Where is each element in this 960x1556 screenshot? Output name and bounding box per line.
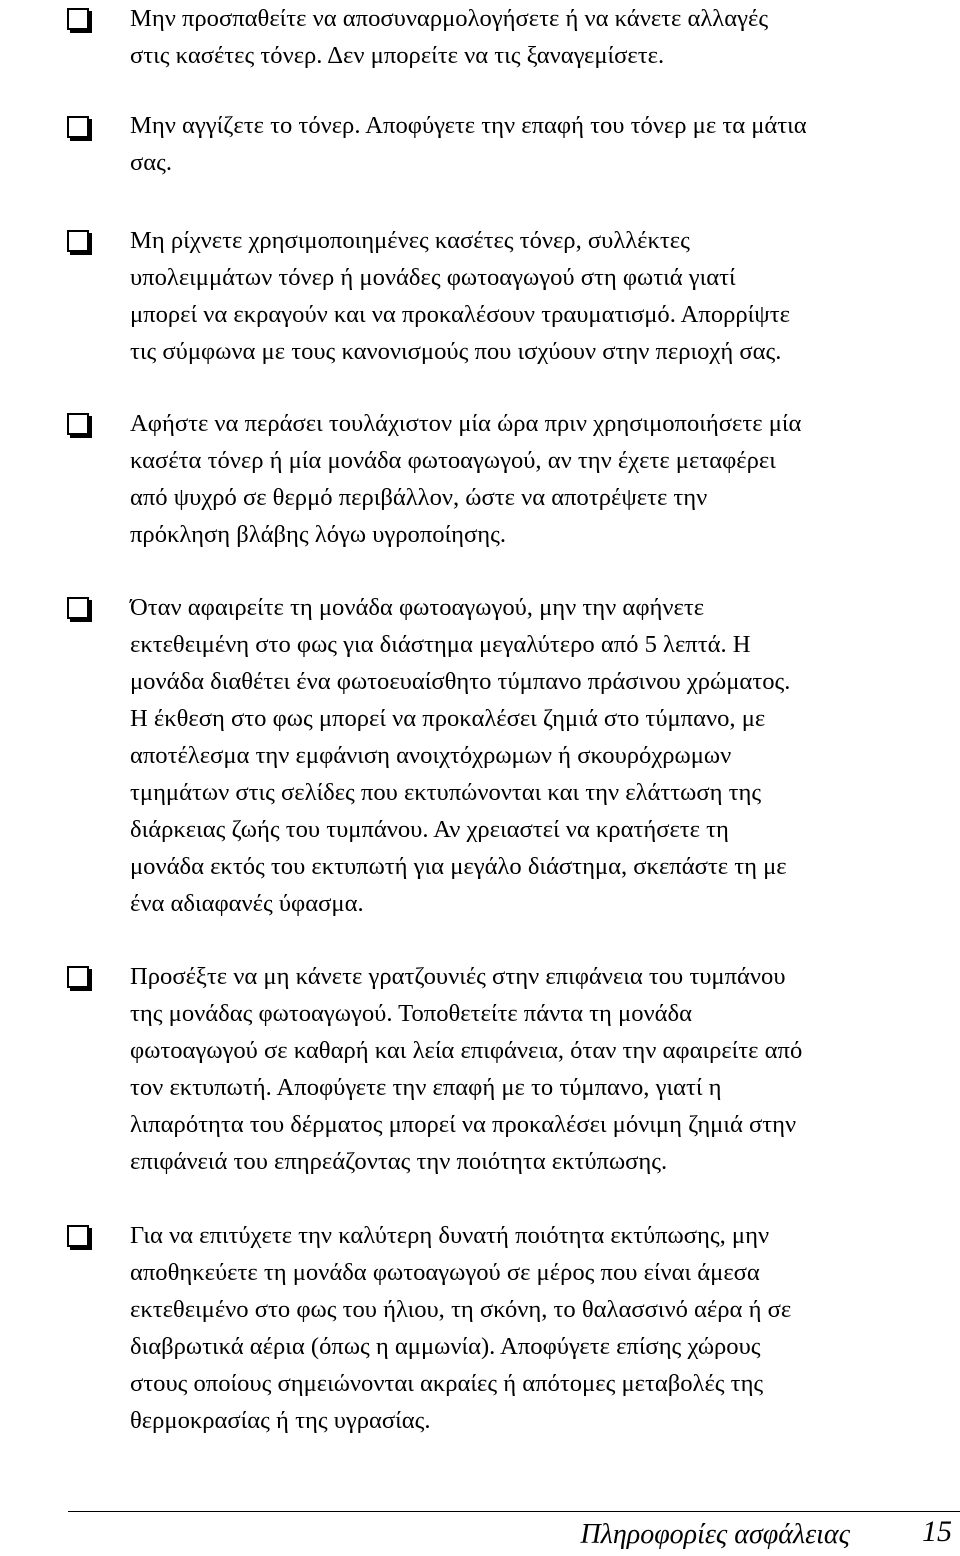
- checkbox-bullet-icon: [67, 597, 89, 619]
- page-number: 15: [922, 1515, 952, 1548]
- footer-divider: [68, 1511, 960, 1512]
- item-text: Μη ρίχνετε χρησιμοποιημένες κασέτες τόνερ, συλλέκτες υπολειμμάτων τόνερ ή μονάδες φωτοαγωγού στη φωτιά γιατί μπορεί να εκραγούν και να προκαλέσουν τραυματισμό. Απορρίψτε τις σύμφωνα με τους κανονισμούς που ισχύουν στην περιοχή σας.: [130, 227, 790, 365]
- item-text: Όταν αφαιρείτε τη μονάδα φωτοαγωγού, μην την αφήνετε εκτεθειμένη στο φως για διάστημα μεγαλύτερο από 5 λεπτά. Η μονάδα διαθέτει ένα φωτοευαίσθητο τύμπανο πράσινου χρώματος. Η έκθεση στο φως μπορεί να προκαλέσει ζημιά στο τύμπανο, με αποτέλεσμα την εμφάνιση ανοιχτόχρωμων ή σκουρόχρωμων τμημάτων στις σελίδες που εκτυπώνονται και την ελάττωση της διάρκειας ζωής του τυμπάνου. Αν χρειαστεί να κρατήσετε τη μονάδα εκτός του εκτυπωτή για μεγάλο διάστημα, σκεπάστε τη με ένα αδιαφανές ύφασμα.: [130, 594, 791, 917]
- checkbox-bullet-icon: [67, 116, 89, 138]
- item-text: Για να επιτύχετε την καλύτερη δυνατή ποιότητα εκτύπωσης, μην αποθηκεύετε τη μονάδα φωτοαγωγού σε μέρος που είναι άμεσα εκτεθειμένο στο φως του ήλιου, τη σκόνη, το θαλασσινό αέρα ή σε διαβρωτικά αέρια (όπως η αμμωνία). Αποφύγετε επίσης χώρους στους οποίους σημειώνονται ακραίες ή απότομες μεταβολές της θερμοκρασίας ή της υγρασίας.: [130, 1222, 792, 1434]
- item-text: Μην προσπαθείτε να αποσυναρμολογήσετε ή να κάνετε αλλαγές στις κασέτες τόνερ. Δεν μπορείτε να τις ξαναγεμίσετε.: [130, 5, 769, 69]
- item-text: Αφήστε να περάσει τουλάχιστον μία ώρα πριν χρησιμοποιήσετε μία κασέτα τόνερ ή μία μονάδα φωτοαγωγού, αν την έχετε μεταφέρει από ψυχρό σε θερμό περιβάλλον, ώστε να αποτρέψετε την πρόκληση βλάβης λόγω υγροποίησης.: [130, 410, 802, 548]
- checkbox-bullet-icon: [67, 1225, 89, 1247]
- item-text: Μην αγγίζετε το τόνερ. Αποφύγετε την επαφή του τόνερ με τα μάτια σας.: [130, 112, 807, 176]
- item-text: Προσέξτε να μη κάνετε γρατζουνιές στην επιφάνεια του τυμπάνου της μονάδας φωτοαγωγού. Τοποθετείτε πάντα τη μονάδα φωτοαγωγού σε καθαρή και λεία επιφάνεια, όταν την αφαιρείτε από τον εκτυπωτή. Αποφύγετε την επαφή με το τύμπανο, γιατί η λιπαρότητα του δέρματος μπορεί να προκαλέσει μόνιμη ζημιά στην επιφάνειά του επηρεάζοντας την ποιότητα εκτύπωσης.: [130, 963, 803, 1175]
- checkbox-bullet-icon: [67, 966, 89, 988]
- checkbox-bullet-icon: [67, 8, 89, 30]
- footer-section-title: Πληροφορίες ασφάλειας: [580, 1519, 850, 1550]
- checkbox-bullet-icon: [67, 230, 89, 252]
- checkbox-bullet-icon: [67, 413, 89, 435]
